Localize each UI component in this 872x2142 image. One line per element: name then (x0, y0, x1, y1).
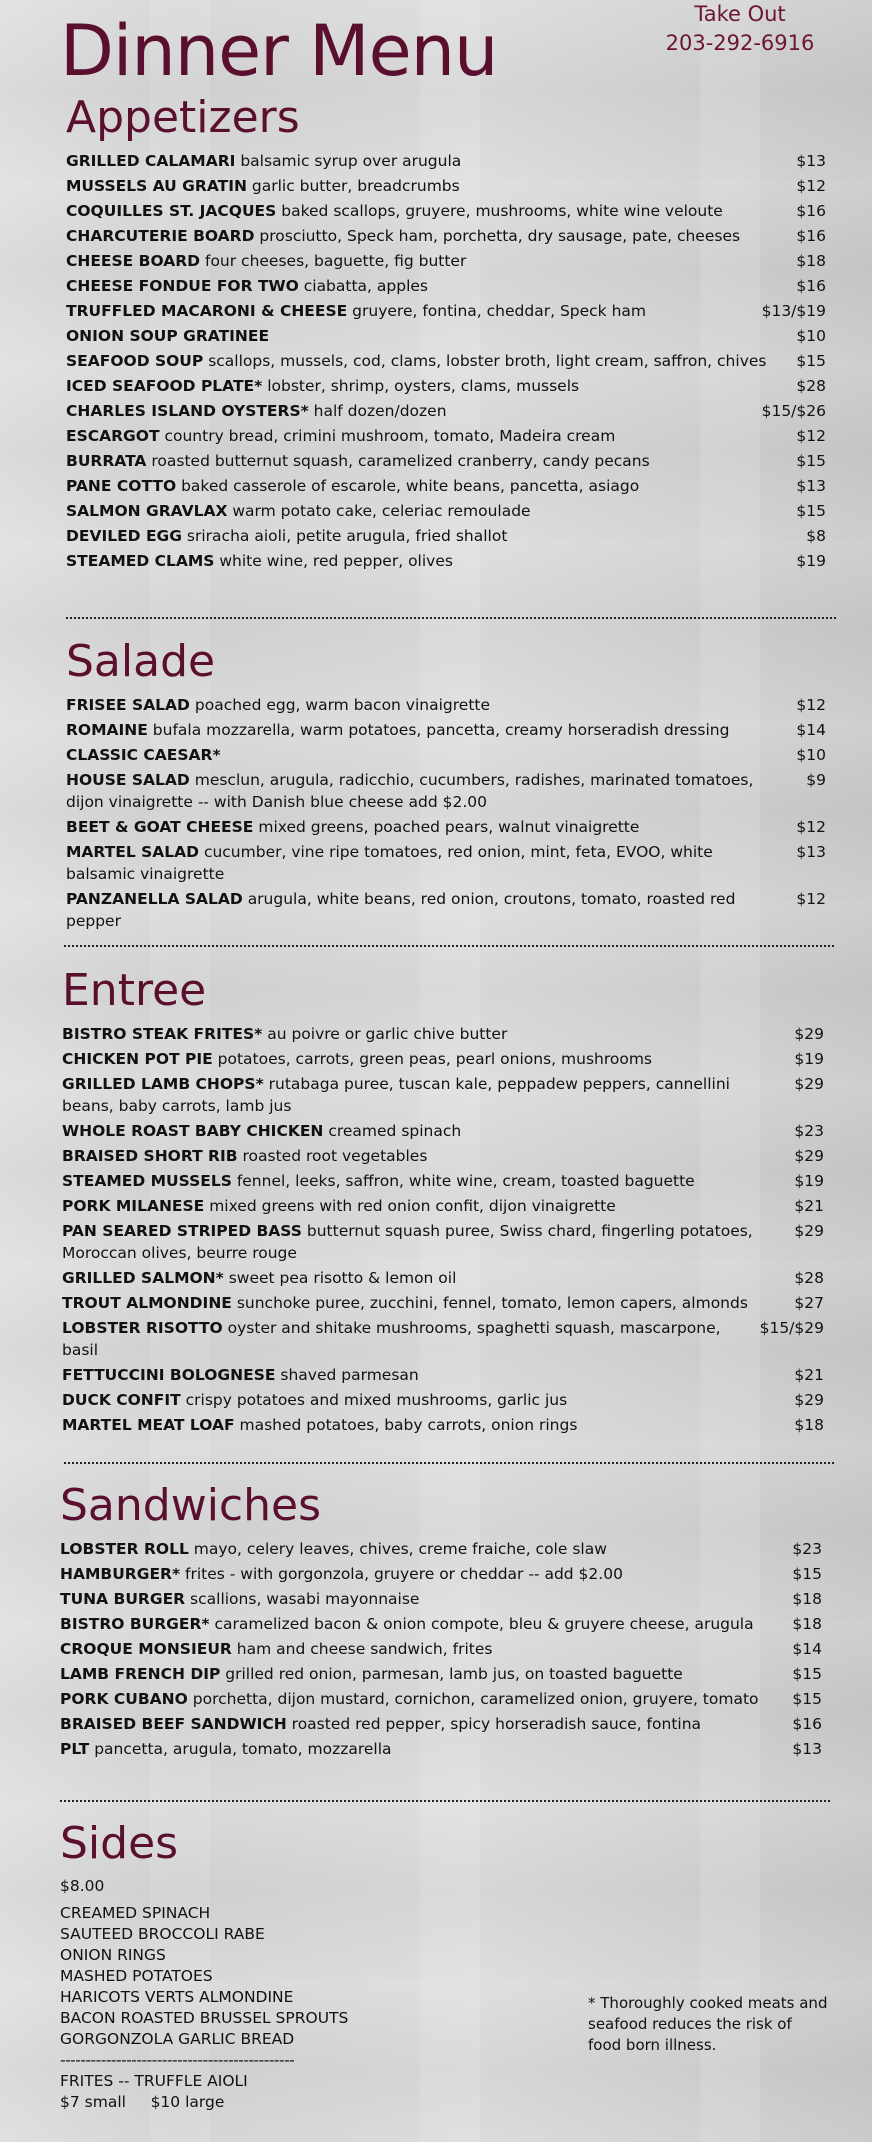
menu-item-description: gruyere, fontina, cheddar, Speck ham (352, 302, 647, 320)
menu-item-price: $12 (796, 818, 826, 836)
menu-item (66, 175, 826, 197)
menu-item-price: $29 (794, 1222, 824, 1240)
menu-item (60, 1613, 822, 1635)
menu-item-name: DUCK CONFIT (62, 1391, 181, 1409)
menu-item-price: $28 (794, 1269, 824, 1287)
menu-item-price: $12 (796, 427, 826, 445)
menu-item (66, 744, 826, 766)
menu-item-name: PORK CUBANO (60, 1690, 188, 1708)
menu-item-description: shaved parmesan (280, 1366, 419, 1384)
appetizers-list (66, 150, 826, 572)
menu-item-name: WHOLE ROAST BABY CHICKEN (62, 1122, 324, 1140)
menu-item-text (66, 841, 784, 885)
menu-item-price: $29 (794, 1391, 824, 1409)
menu-item-price: $29 (794, 1147, 824, 1165)
menu-item (60, 1738, 822, 1760)
menu-item (62, 1292, 824, 1314)
side-item: HARICOTS VERTS ALMONDINE (60, 1988, 294, 2006)
menu-item-description: caramelized bacon & onion compote, bleu & gruyere cheese, arugula (214, 1615, 754, 1633)
menu-item-description: ciabatta, apples (303, 277, 428, 295)
menu-item-description: crispy potatoes and mixed mushrooms, garlic jus (185, 1391, 568, 1409)
menu-item-name: CHEESE FONDUE FOR TWO (66, 277, 299, 295)
menu-item-price: $14 (792, 1640, 822, 1658)
menu-item-price: $13 (796, 843, 826, 861)
menu-item-text (66, 744, 221, 766)
menu-item-name: BISTRO BURGER* (60, 1615, 210, 1633)
menu-item-text (66, 888, 784, 932)
sides-list (60, 1903, 480, 2050)
menu-item-text (66, 816, 639, 838)
menu-item (66, 550, 826, 572)
menu-item (60, 1538, 822, 1560)
menu-item-text (60, 1563, 623, 1585)
menu-item (66, 450, 826, 472)
menu-item-description: scallions, wasabi mayonnaise (190, 1590, 420, 1608)
menu-item-name: PANE COTTO (66, 477, 177, 495)
menu-item-name: SEAFOOD SOUP (66, 352, 204, 370)
side-item: BACON ROASTED BRUSSEL SPROUTS (60, 2009, 349, 2027)
menu-item-name: BRAISED BEEF SANDWICH (60, 1715, 287, 1733)
menu-item-text (66, 175, 460, 197)
menu-item-text (60, 1588, 419, 1610)
menu-item-description: half dozen/dozen (313, 402, 447, 420)
menu-item-text (62, 1048, 652, 1070)
side-item: GORGONZOLA GARLIC BREAD (60, 2030, 295, 2048)
menu-item (66, 375, 826, 397)
section-title: Sandwiches (60, 1480, 321, 1531)
menu-item-price: $13 (796, 477, 826, 495)
menu-item-text (62, 1195, 616, 1217)
menu-item-price: $23 (794, 1122, 824, 1140)
menu-item-text (62, 1220, 782, 1264)
menu-item-name: PLT (60, 1740, 90, 1758)
menu-item-name: CHARCUTERIE BOARD (66, 227, 255, 245)
menu-item-price: $21 (794, 1197, 824, 1215)
menu-item-name: LOBSTER RISOTTO (62, 1319, 223, 1337)
menu-item (62, 1389, 824, 1411)
menu-item-name: GRILLED LAMB CHOPS* (62, 1075, 264, 1093)
menu-item-description: ham and cheese sandwich, frites (236, 1640, 493, 1658)
menu-item-name: SALMON GRAVLAX (66, 502, 228, 520)
menu-item-price: $18 (792, 1590, 822, 1608)
menu-item (60, 1663, 822, 1685)
salade-list (66, 694, 826, 932)
section-title: Salade (66, 636, 216, 687)
menu-item-text (62, 1023, 507, 1045)
menu-item-name: FRISEE SALAD (66, 696, 190, 714)
phone-number[interactable]: 203-292-6916 (665, 31, 815, 55)
menu-item (62, 1048, 824, 1070)
section-divider (64, 1462, 834, 1464)
sandwiches-list (60, 1538, 822, 1760)
menu-item-text (66, 350, 766, 372)
menu-item-description: mixed greens, poached pears, walnut vinaigrette (258, 818, 640, 836)
menu-item-text (60, 1663, 683, 1685)
menu-item-text (66, 550, 453, 572)
menu-item-description: sweet pea risotto & lemon oil (228, 1269, 457, 1287)
menu-item-text (66, 300, 646, 322)
side-item: MASHED POTATOES (60, 1967, 213, 1985)
menu-item-text (66, 400, 447, 422)
menu-item-price: $21 (794, 1366, 824, 1384)
menu-item-price: $19 (794, 1050, 824, 1068)
menu-item-price: $10 (796, 746, 826, 764)
menu-item-description: roasted root vegetables (242, 1147, 428, 1165)
takeout-label: Take Out (694, 2, 786, 26)
menu-item-description: four cheeses, baguette, fig butter (204, 252, 467, 270)
menu-item-description: baked casserole of escarole, white beans, pancetta, asiago (181, 477, 640, 495)
menu-item-name: HAMBURGER* (60, 1565, 181, 1583)
menu-item (66, 769, 826, 813)
menu-item (62, 1023, 824, 1045)
food-safety-note: * Thoroughly cooked meats and seafood reduces the risk of food born illness. (588, 1994, 828, 2054)
menu-item-text (62, 1414, 577, 1436)
menu-item (62, 1120, 824, 1142)
menu-item (66, 500, 826, 522)
menu-item-price: $16 (792, 1715, 822, 1733)
menu-item-description: garlic butter, breadcrumbs (251, 177, 460, 195)
menu-item-text (60, 1688, 759, 1710)
menu-item-name: CHEESE BOARD (66, 252, 201, 270)
menu-item (62, 1170, 824, 1192)
menu-item-text (66, 694, 490, 716)
menu-item-name: BURRATA (66, 452, 147, 470)
menu-item (66, 400, 826, 422)
menu-item-text (66, 525, 507, 547)
menu-item-description: white wine, red pepper, olives (219, 552, 453, 570)
menu-item (60, 1588, 822, 1610)
menu-item-name: GRILLED CALAMARI (66, 152, 236, 170)
menu-item-text (66, 325, 269, 347)
menu-item-price: $12 (796, 177, 826, 195)
menu-item-description: porchetta, dijon mustard, cornichon, caramelized onion, gruyere, tomato (192, 1690, 759, 1708)
menu-item (66, 250, 826, 272)
menu-item-price: $15 (792, 1565, 822, 1583)
side-item: ONION RINGS (60, 1946, 166, 1964)
menu-item-name: ROMAINE (66, 721, 148, 739)
page-title: Dinner Menu (60, 10, 498, 92)
menu-item-text (66, 225, 740, 247)
menu-item (62, 1364, 824, 1386)
menu-item-text (66, 250, 466, 272)
menu-item-description: lobster, shrimp, oysters, clams, mussels (267, 377, 580, 395)
menu-item-description: mashed potatoes, baby carrots, onion rings (239, 1416, 578, 1434)
menu-item-price: $9 (806, 771, 826, 789)
menu-item-text (60, 1738, 392, 1760)
menu-item-price: $16 (796, 202, 826, 220)
menu-item-name: GRILLED SALMON* (62, 1269, 224, 1287)
menu-item (66, 719, 826, 741)
menu-item-name: ICED SEAFOOD PLATE* (66, 377, 263, 395)
menu-item-name: ESCARGOT (66, 427, 160, 445)
takeout-info (640, 0, 840, 58)
menu-item-description: potatoes, carrots, green peas, pearl onions, mushrooms (217, 1050, 653, 1068)
menu-item (66, 425, 826, 447)
menu-item-name: ONION SOUP GRATINEE (66, 327, 270, 345)
sides-price: $8.00 (60, 1877, 105, 1895)
menu-item-text (66, 275, 428, 297)
menu-item-price: $14 (796, 721, 826, 739)
menu-item (66, 525, 826, 547)
section-sandwiches (60, 1480, 822, 1763)
menu-item (62, 1145, 824, 1167)
menu-item (66, 816, 826, 838)
menu-item-price: $15 (792, 1690, 822, 1708)
frites-item: FRITES -- TRUFFLE AIOLI (60, 2072, 248, 2090)
menu-item-description: butternut squash puree, Swiss chard, fingerling potatoes, Moroccan olives, beurre rouge (62, 1222, 753, 1262)
section-entree (62, 965, 824, 1439)
entree-list (62, 1023, 824, 1436)
menu-item-description: balsamic syrup over arugula (240, 152, 462, 170)
frites-prices: $7 small $10 large (60, 2093, 225, 2111)
section-divider (64, 945, 834, 947)
menu-item-description: sriracha aioli, petite arugula, fried shallot (186, 527, 508, 545)
menu-item-price: $23 (792, 1540, 822, 1558)
menu-item-price: $18 (792, 1615, 822, 1633)
menu-item (66, 841, 826, 885)
section-title: Sides (60, 1818, 179, 1869)
menu-item-price: $12 (796, 890, 826, 908)
menu-item-description: warm potato cake, celeriac remoulade (232, 502, 531, 520)
menu-item-name: BISTRO STEAK FRITES* (62, 1025, 263, 1043)
menu-item-text (62, 1120, 461, 1142)
menu-item-description: mesclun, arugula, radicchio, cucumbers, radishes, marinated tomatoes, dijon vinaigrette -- with Danish blue cheese add $2.00 (66, 771, 754, 811)
menu-item-price: $15 (792, 1665, 822, 1683)
menu-item-price: $18 (796, 252, 826, 270)
menu-item-price: $15/$26 (761, 402, 826, 420)
menu-item-price: $29 (794, 1075, 824, 1093)
menu-item-name: PORK MILANESE (62, 1197, 205, 1215)
menu-item-price: $13 (796, 152, 826, 170)
menu-item (66, 350, 826, 372)
menu-item-description: mayo, celery leaves, chives, creme fraiche, cole slaw (193, 1540, 607, 1558)
menu-item (62, 1195, 824, 1217)
menu-item-text (62, 1145, 427, 1167)
menu-item-price: $12 (796, 696, 826, 714)
menu-item-description: mixed greens with red onion confit, dijon vinaigrette (209, 1197, 616, 1215)
section-divider (60, 1800, 830, 1802)
menu-item-price: $27 (794, 1294, 824, 1312)
menu-item-text (62, 1170, 695, 1192)
menu-item-name: STEAMED CLAMS (66, 552, 215, 570)
menu-item-text (66, 375, 579, 397)
menu-item (66, 300, 826, 322)
section-title: Appetizers (66, 92, 300, 143)
menu-item (60, 1638, 822, 1660)
menu-item-text (66, 425, 615, 447)
menu-item (60, 1713, 822, 1735)
side-item: CREAMED SPINACH (60, 1904, 211, 1922)
menu-item-price: $19 (794, 1172, 824, 1190)
menu-item-description: au poivre or garlic chive butter (267, 1025, 508, 1043)
menu-item-description: fennel, leeks, saffron, white wine, cream, toasted baguette (236, 1172, 695, 1190)
menu-item (62, 1317, 824, 1361)
menu-item-name: TROUT ALMONDINE (62, 1294, 232, 1312)
menu-item-name: COQUILLES ST. JACQUES (66, 202, 277, 220)
menu-item (66, 325, 826, 347)
section-title: Entree (62, 965, 207, 1016)
menu-item (62, 1073, 824, 1117)
menu-item-description: rutabaga puree, tuscan kale, peppadew peppers, cannellini beans, baby carrots, lamb jus (62, 1075, 730, 1115)
menu-item-name: MARTEL MEAT LOAF (62, 1416, 235, 1434)
menu-item-text (62, 1389, 567, 1411)
menu-item-text (62, 1292, 748, 1314)
menu-item-price: $29 (794, 1025, 824, 1043)
menu-item-description: sunchoke puree, zucchini, fennel, tomato, lemon capers, almonds (236, 1294, 748, 1312)
menu-item-name: TRUFFLED MACARONI & CHEESE (66, 302, 348, 320)
menu-item-price: $8 (806, 527, 826, 545)
menu-item-name: LOBSTER ROLL (60, 1540, 189, 1558)
menu-item (66, 225, 826, 247)
menu-item-price: $16 (796, 277, 826, 295)
menu-item (66, 475, 826, 497)
menu-item-description: prosciutto, Speck ham, porchetta, dry sausage, pate, cheeses (259, 227, 741, 245)
section-divider (66, 617, 836, 619)
section-salade (66, 636, 826, 935)
menu-item-description: country bread, crimini mushroom, tomato, Madeira cream (164, 427, 616, 445)
menu-item-text (60, 1638, 492, 1660)
menu-item (66, 150, 826, 172)
menu-item-name: PAN SEARED STRIPED BASS (62, 1222, 302, 1240)
menu-item-description: roasted red pepper, spicy horseradish sauce, fontina (291, 1715, 702, 1733)
menu-item (60, 1563, 822, 1585)
menu-item-price: $19 (796, 552, 826, 570)
menu-item-name: CLASSIC CAESAR* (66, 746, 221, 764)
menu-item-description: baked scallops, gruyere, mushrooms, white wine veloute (281, 202, 723, 220)
menu-item-text (60, 1613, 754, 1635)
menu-item-text (60, 1538, 607, 1560)
menu-item (66, 275, 826, 297)
menu-item-name: CHICKEN POT PIE (62, 1050, 213, 1068)
menu-item (66, 200, 826, 222)
menu-item (62, 1267, 824, 1289)
menu-item-price: $15/$29 (759, 1319, 824, 1337)
menu-item (62, 1220, 824, 1264)
menu-item-description: oyster and shitake mushrooms, spaghetti squash, mascarpone, basil (62, 1319, 721, 1359)
menu-item-name: STEAMED MUSSELS (62, 1172, 232, 1190)
menu-item-price: $10 (796, 327, 826, 345)
menu-item-text (62, 1364, 419, 1386)
menu-item-text (62, 1267, 456, 1289)
menu-item-text (66, 200, 723, 222)
menu-item-name: BRAISED SHORT RIB (62, 1147, 238, 1165)
menu-item-name: PANZANELLA SALAD (66, 890, 243, 908)
menu-item-text (66, 500, 531, 522)
menu-item-name: CROQUE MONSIEUR (60, 1640, 232, 1658)
menu-item-price: $15 (796, 502, 826, 520)
menu-item-description: arugula, white beans, red onion, croutons, tomato, roasted red pepper (66, 890, 736, 930)
menu-item-price: $16 (796, 227, 826, 245)
menu-item-name: LAMB FRENCH DIP (60, 1665, 221, 1683)
menu-item-name: DEVILED EGG (66, 527, 182, 545)
menu-item-description: creamed spinach (328, 1122, 462, 1140)
menu-item-name: TUNA BURGER (60, 1590, 186, 1608)
menu-item-price: $15 (796, 352, 826, 370)
menu-item-text (62, 1073, 782, 1117)
menu-item-name: HOUSE SALAD (66, 771, 190, 789)
menu-item-description: cucumber, vine ripe tomatoes, red onion, mint, feta, EVOO, white balsamic vinaigrette (66, 843, 713, 883)
section-sides (60, 1818, 480, 2113)
side-item: SAUTEED BROCCOLI RABE (60, 1925, 265, 1943)
menu-item-text (66, 150, 461, 172)
menu-item-description: roasted butternut squash, caramelized cranberry, candy pecans (151, 452, 650, 470)
menu-item (66, 888, 826, 932)
menu-item-description: poached egg, warm bacon vinaigrette (194, 696, 491, 714)
menu-item-name: MARTEL SALAD (66, 843, 199, 861)
menu-item-name: FETTUCCINI BOLOGNESE (62, 1366, 276, 1384)
menu-item-name: MUSSELS AU GRATIN (66, 177, 247, 195)
menu-item-name: BEET & GOAT CHEESE (66, 818, 254, 836)
menu-item-description: bufala mozzarella, warm potatoes, pancetta, creamy horseradish dressing (152, 721, 730, 739)
menu-item-description: frites - with gorgonzola, gruyere or cheddar -- add $2.00 (185, 1565, 623, 1583)
menu-item-text (60, 1713, 701, 1735)
menu-item-price: $15 (796, 452, 826, 470)
menu-item-text (66, 475, 639, 497)
menu-item (60, 1688, 822, 1710)
menu-item-description: scallops, mussels, cod, clams, lobster broth, light cream, saffron, chives (208, 352, 767, 370)
menu-item-price: $18 (794, 1416, 824, 1434)
menu-item-text (66, 450, 650, 472)
menu-item-text (62, 1317, 748, 1361)
menu-item-price: $28 (796, 377, 826, 395)
menu-item-price: $13/$19 (761, 302, 826, 320)
section-appetizers (66, 92, 826, 575)
menu-item-text (66, 769, 786, 813)
menu-item (62, 1414, 824, 1436)
menu-item-price: $13 (792, 1740, 822, 1758)
menu-item (66, 694, 826, 716)
menu-item-name: CHARLES ISLAND OYSTERS* (66, 402, 309, 420)
sides-separator: ---------------------------------------------- (60, 2051, 295, 2069)
menu-item-description: pancetta, arugula, tomato, mozzarella (94, 1740, 392, 1758)
menu-item-description: grilled red onion, parmesan, lamb jus, on toasted baguette (225, 1665, 683, 1683)
menu-item-text (66, 719, 729, 741)
